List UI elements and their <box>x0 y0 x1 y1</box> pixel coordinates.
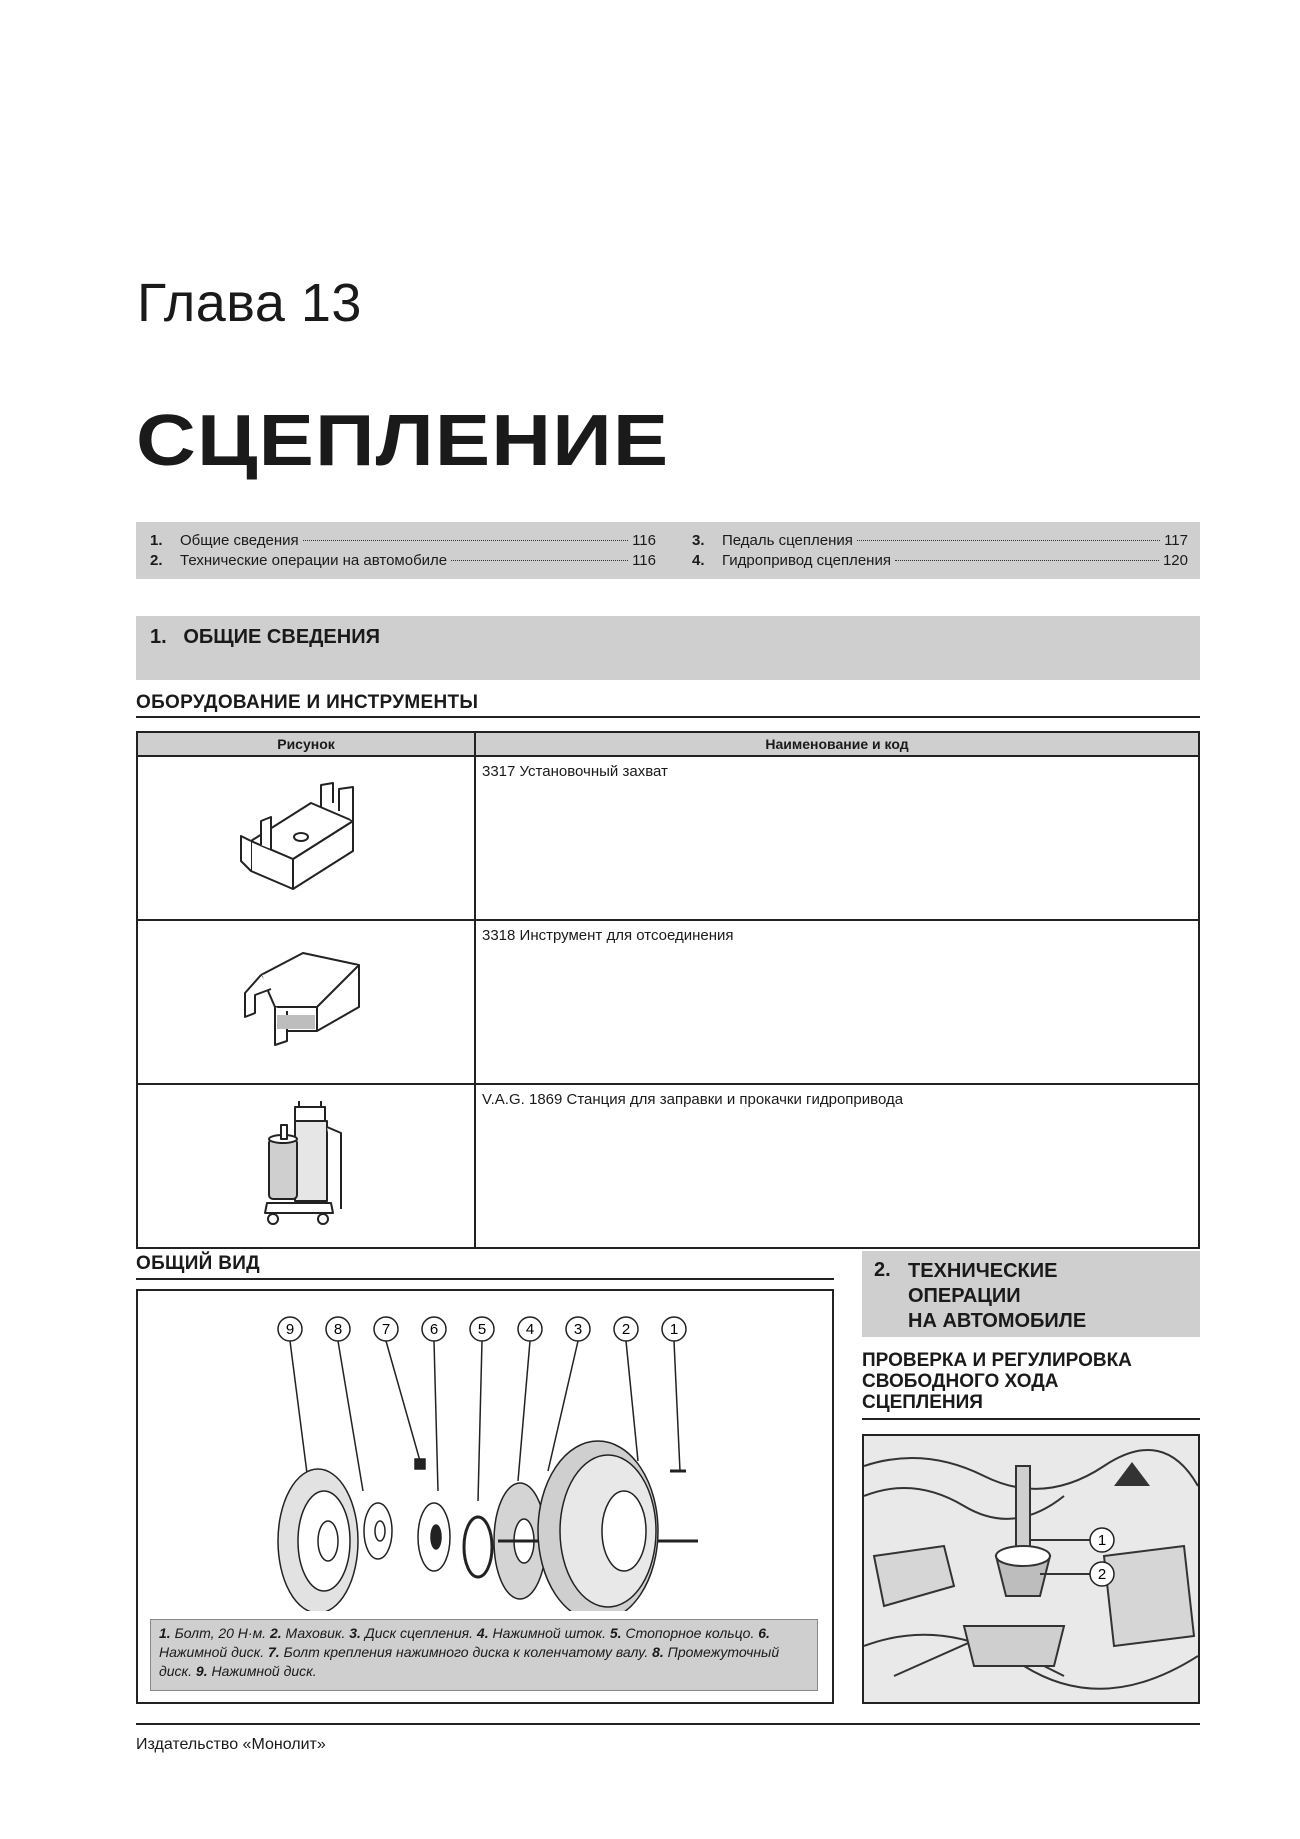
table-of-contents <box>136 522 1200 579</box>
callout-3 <box>566 1317 590 1341</box>
svg-text:8: 8 <box>333 1321 343 1338</box>
caption-num: 4. <box>476 1625 489 1641</box>
bleeding-station-icon <box>251 1099 361 1229</box>
heading-rule <box>136 716 1200 718</box>
caption-num: 6. <box>758 1625 770 1641</box>
caption-text: Диск сцепления. <box>360 1625 477 1641</box>
picture-cell <box>137 1084 475 1248</box>
section-1-title: 1. ОБЩИЕ СВЕДЕНИЯ <box>150 626 380 648</box>
equipment-heading: ОБОРУДОВАНИЕ И ИНСТРУМЕНТЫ <box>136 692 479 713</box>
general-view-heading: ОБЩИЙ ВИД <box>136 1253 261 1274</box>
toc-num: 1. <box>150 532 163 549</box>
tool-name-cell <box>475 920 1199 1084</box>
caption-text: Нажимной диск. <box>207 1663 317 1679</box>
publisher-footer: Издательство «Монолит» <box>136 1736 326 1753</box>
clutch-diagram <box>138 1291 832 1611</box>
heading-rule <box>136 1278 834 1280</box>
svg-text:2: 2 <box>1097 1566 1107 1583</box>
callout-1 <box>662 1317 686 1341</box>
caption-text: Нажимной шток. <box>488 1625 610 1641</box>
svg-text:1: 1 <box>1097 1532 1107 1549</box>
svg-text:3: 3 <box>573 1321 583 1338</box>
column-header-picture: Рисунок <box>137 732 475 756</box>
toc-item[interactable] <box>692 532 1188 549</box>
disconnect-tool-icon <box>231 945 381 1055</box>
tool-name: 3318 Инструмент для отсоединения <box>482 927 734 944</box>
callout-2 <box>614 1317 638 1341</box>
toc-label: Общие сведения <box>180 532 299 549</box>
footer-rule <box>136 1723 1200 1725</box>
toc-label: Педаль сцепления <box>722 532 853 549</box>
tool-name: V.A.G. 1869 Станция для заправки и прокачки гидропривода <box>482 1091 904 1108</box>
chapter-label: Глава 13 <box>137 273 362 333</box>
table-row <box>137 920 1199 1084</box>
toc-page: 116 <box>632 532 656 549</box>
svg-text:9: 9 <box>285 1321 295 1338</box>
chapter-title: СЦЕПЛЕНИЕ <box>136 401 670 481</box>
svg-text:6: 6 <box>429 1321 439 1338</box>
caption-text: Нажимной диск. <box>159 1644 268 1660</box>
callout-4 <box>518 1317 542 1341</box>
toc-item[interactable] <box>692 552 1188 569</box>
clutch-check-heading <box>862 1350 1132 1413</box>
engine-bay-photo <box>864 1436 1198 1702</box>
equipment-table <box>136 731 1200 1249</box>
section-2-band <box>862 1251 1200 1337</box>
caption-num: 7. <box>268 1644 280 1660</box>
callout-9 <box>278 1317 302 1341</box>
table-row <box>137 756 1199 920</box>
heading-line: СВОБОДНОГО ХОДА <box>862 1371 1059 1392</box>
toc-item[interactable] <box>150 532 656 549</box>
caption-num: 3. <box>349 1625 361 1641</box>
toc-num: 4. <box>692 552 705 569</box>
section-1-band <box>136 616 1200 680</box>
svg-text:1: 1 <box>669 1321 679 1338</box>
table-row <box>137 1084 1199 1248</box>
tool-name-cell <box>475 756 1199 920</box>
toc-leader <box>895 560 1159 561</box>
toc-leader <box>857 540 1160 541</box>
callout-5 <box>470 1317 494 1341</box>
photo-callout-1 <box>1090 1528 1114 1552</box>
svg-text:4: 4 <box>525 1321 535 1338</box>
caption-num: 8. <box>652 1644 664 1660</box>
toc-leader <box>303 540 628 541</box>
svg-text:5: 5 <box>477 1321 487 1338</box>
section-2-title <box>908 1259 1086 1334</box>
tool-name: 3317 Установочный захват <box>482 763 668 780</box>
clutch-photo <box>862 1434 1200 1704</box>
caption-num: 1. <box>159 1625 171 1641</box>
caption-num: 9. <box>195 1663 208 1679</box>
caption-text: Болт крепления нажимного диска к коленчатому валу. <box>279 1644 653 1660</box>
caption-text: Промежуточный диск. <box>159 1644 780 1679</box>
caption-num: 5. <box>609 1625 622 1641</box>
heading-line: СЦЕПЛЕНИЯ <box>862 1392 983 1413</box>
callout-6 <box>422 1317 446 1341</box>
heading-line: ПРОВЕРКА И РЕГУЛИРОВКА <box>862 1350 1132 1371</box>
tool-name-cell <box>475 1084 1199 1248</box>
clutch-exploded-view <box>136 1289 834 1704</box>
toc-item[interactable] <box>150 552 656 569</box>
photo-callout-2 <box>1090 1562 1114 1586</box>
toc-page: 120 <box>1162 552 1188 569</box>
toc-num: 2. <box>150 552 163 569</box>
callout-7 <box>374 1317 398 1341</box>
mounting-bracket-tool-icon <box>231 781 381 891</box>
column-header-name: Наименование и код <box>475 732 1199 756</box>
section-2-title-line: ТЕХНИЧЕСКИЕ <box>908 1260 1058 1282</box>
figure-caption <box>150 1619 818 1691</box>
section-2-number: 2. <box>874 1259 891 1281</box>
caption-num: 2. <box>269 1625 282 1641</box>
section-2-title-line: НА АВТОМОБИЛЕ <box>908 1310 1087 1332</box>
caption-text: Стопорное кольцо. <box>621 1625 759 1641</box>
toc-num: 3. <box>692 532 705 549</box>
heading-rule <box>862 1418 1200 1420</box>
toc-page: 116 <box>632 552 656 569</box>
section-2-title-line: ОПЕРАЦИИ <box>908 1285 1021 1307</box>
caption-text: Маховик. <box>281 1625 350 1641</box>
caption-text: Болт, 20 Н·м. <box>170 1625 270 1641</box>
toc-leader <box>451 560 628 561</box>
picture-cell <box>137 920 475 1084</box>
callout-8 <box>326 1317 350 1341</box>
svg-text:2: 2 <box>621 1321 631 1338</box>
toc-page: 117 <box>1164 532 1188 549</box>
svg-text:7: 7 <box>381 1321 391 1338</box>
picture-cell <box>137 756 475 920</box>
toc-label: Технические операции на автомобиле <box>180 552 448 569</box>
toc-label: Гидропривод сцепления <box>722 552 891 569</box>
